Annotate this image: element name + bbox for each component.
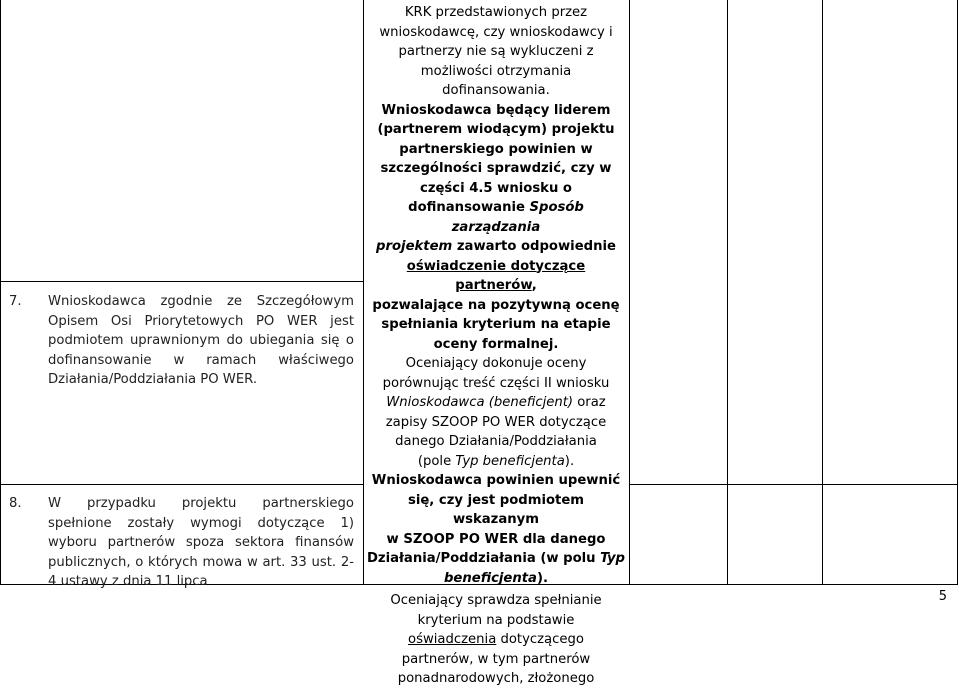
guidance-line: ponadnarodowych, złożonego — [397, 671, 595, 686]
row-divider-8 — [0, 484, 364, 485]
guidance-line: partnerów, w tym partnerów — [401, 651, 591, 667]
guidance-line: wnioskodawcę, czy wnioskodawcy i — [379, 24, 613, 40]
page-number: 5 — [938, 589, 947, 604]
guidance-line: części 4.5 wniosku o — [420, 180, 572, 196]
guidance-line: Wnioskodawca powinien upewnić — [371, 473, 621, 488]
guidance-line: Działania/Poddziałania (w polu Typ — [366, 551, 625, 566]
criterion-text: W przypadku projektu partnerskiego spełnione zostały wymogi dotyczące 1) wyboru partnerów spoza sektora finansów publicznych, o których mowa w art. 33 ust. 2-4 ustawy z dnia 11 lipca — [48, 496, 354, 590]
guidance-line: porównując treść części II wniosku — [382, 375, 610, 391]
guidance-line: Wnioskodawca będący liderem — [381, 102, 611, 118]
guidance-line: KRK przedstawionych przez — [404, 5, 588, 20]
row-divider-7 — [0, 281, 364, 282]
table-column-divider-2 — [629, 0, 630, 585]
guidance-line: Oceniający sprawdza spełnianie — [390, 593, 602, 608]
guidance-line: oświadczenie dotyczące partnerów, — [406, 258, 586, 293]
guidance-line: się, czy jest podmiotem wskazanym — [407, 492, 585, 527]
criterion-number: 8. — [9, 496, 22, 511]
guidance-line: szczególności sprawdzić, czy w — [380, 161, 612, 176]
row-divider-8-right — [629, 484, 958, 485]
guidance-line: pozwalające na pozytywną ocenę — [372, 297, 620, 313]
guidance-line: kryterium na podstawie — [417, 612, 575, 628]
guidance-line: Wnioskodawca (beneficjent) oraz — [386, 395, 606, 410]
guidance-line: (partnerem wiodącym) projektu — [377, 122, 615, 137]
guidance-line: danego Działania/Poddziałania — [395, 434, 597, 449]
guidance-line: spełniania kryterium na etapie — [381, 317, 611, 332]
criterion-text: Wnioskodawca zgodnie ze Szczegółowym Opisem Osi Priorytetowych PO WER jest podmiotem uprawnionym do ubiegania się o dofinansowanie w ramach właściwego Działania/Poddziałania PO WER. — [48, 294, 354, 388]
criterion-number: 7. — [9, 294, 22, 309]
guidance-column — [364, 0, 628, 689]
guidance-line: oceny formalnej. — [433, 336, 559, 352]
guidance-line: beneficjenta). — [443, 570, 549, 586]
table-border-left — [0, 0, 1, 585]
table-column-divider-4 — [822, 0, 823, 585]
guidance-line: możliwości otrzymania — [420, 63, 572, 79]
guidance-line: partnerskiego powinien w — [399, 141, 593, 157]
guidance-line: w SZOOP PO WER dla danego — [386, 531, 606, 547]
guidance-line: oświadczenia dotyczącego — [408, 632, 584, 647]
guidance-line: Oceniający dokonuje oceny — [405, 356, 587, 371]
table-column-divider-3 — [727, 0, 728, 585]
guidance-line: dofinansowania. — [442, 83, 550, 98]
guidance-line: zapisy SZOOP PO WER dotyczące — [385, 414, 607, 430]
guidance-line: partnerzy nie są wykluczeni z — [398, 44, 594, 59]
guidance-line: (pole Typ beneficjenta). — [417, 453, 575, 469]
table-border-right — [957, 0, 958, 585]
guidance-line: projektem zawarto odpowiednie — [376, 239, 616, 254]
guidance-line: dofinansowanie Sposób zarządzania — [408, 200, 584, 235]
